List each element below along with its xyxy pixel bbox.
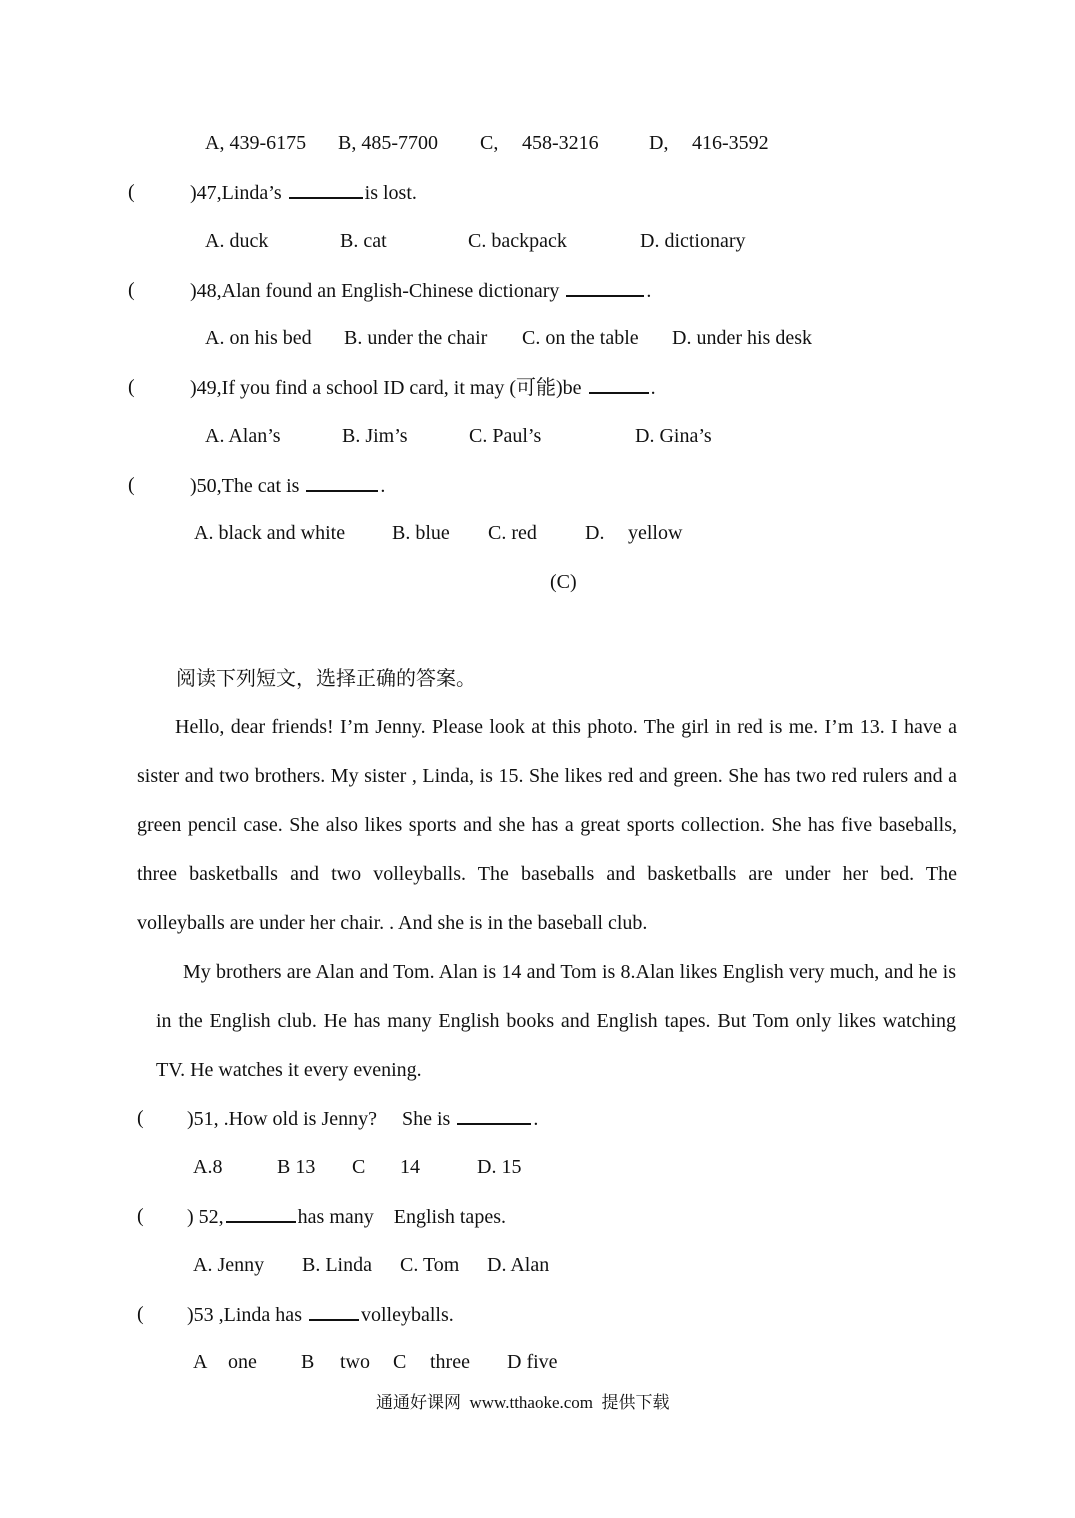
answer-blank[interactable] <box>306 472 378 492</box>
answer-blank[interactable] <box>309 1301 359 1321</box>
q46-option-c-value: 458-3216 <box>522 132 599 154</box>
answer-paren: ( <box>137 1205 144 1227</box>
option-b: B. blue <box>392 522 450 544</box>
option-d: D. dictionary <box>640 230 746 252</box>
section-heading: (C) <box>550 571 577 593</box>
option-a: A. Alan’s <box>205 425 281 447</box>
passage-paragraph-2: My brothers are Alan and Tom. Alan is 14 and Tom is 8.Alan likes English very much, and he is in the English club. He has many English books and English tapes. But Tom only likes watching TV. He watches it every evening. <box>156 961 956 1081</box>
q46-option-d-letter: D, <box>649 132 669 154</box>
option-c-value: three <box>430 1351 470 1373</box>
option-a-value: one <box>228 1351 257 1373</box>
answer-paren: ( <box>128 376 135 398</box>
option-a: A. on his bed <box>205 327 312 349</box>
option-c: C. red <box>488 522 537 544</box>
option-a: A.8 <box>193 1156 223 1178</box>
question-stem: ) 52, has many English tapes. <box>187 1203 506 1230</box>
option-c-value: 14 <box>400 1156 420 1178</box>
option-c-letter: C <box>393 1351 407 1373</box>
q46-option-b: B, 485-7700 <box>338 132 438 154</box>
question-stem: )47,Linda’s is lost. <box>190 179 417 206</box>
option-b: B. under the chair <box>344 327 488 349</box>
option-c: C. Paul’s <box>469 425 542 447</box>
answer-blank[interactable] <box>589 374 649 394</box>
q46-option-c-letter: C, <box>480 132 499 154</box>
option-b-letter: B <box>301 1351 315 1373</box>
option-d: D. 15 <box>477 1156 522 1178</box>
option-b: B. Linda <box>302 1254 372 1276</box>
option-b-value: two <box>340 1351 370 1373</box>
answer-paren: ( <box>137 1107 144 1129</box>
option-d: D. Alan <box>487 1254 550 1276</box>
option-b: B. Jim’s <box>342 425 408 447</box>
option-a: A. black and white <box>194 522 346 544</box>
question-stem: )50,The cat is . <box>190 472 385 499</box>
option-d: D. Gina’s <box>635 425 712 447</box>
option-c: C. backpack <box>468 230 567 252</box>
answer-paren: ( <box>128 474 135 496</box>
option-d: D five <box>507 1351 558 1373</box>
answer-paren: ( <box>137 1303 144 1325</box>
answer-paren: ( <box>128 181 135 203</box>
reading-instruction: 阅读下列短文，选择正确的答案。 <box>176 668 476 690</box>
option-a: A. duck <box>205 230 269 252</box>
option-b: B 13 <box>277 1156 316 1178</box>
option-c-letter: C <box>352 1156 366 1178</box>
option-d: D. under his desk <box>672 327 812 349</box>
passage-paragraph-1: Hello, dear friends! I’m Jenny. Please look at this photo. The girl in red is me. I’m 13. I have a sister and two brothers. My sister , Linda, is 15. She likes red and green. She has two red rulers and a green pencil case. She also likes sports and she has a great sports collection. She has five baseballs, three basketballs and two volleyballs. The baseballs and basketballs are under her bed. The volleyballs are under her chair. . And she is in the baseball club. <box>137 716 957 934</box>
option-d-letter: D. <box>585 522 605 544</box>
option-a: A. Jenny <box>193 1254 265 1276</box>
option-c: C. Tom <box>400 1254 460 1276</box>
question-stem: )51, .How old is Jenny? She is . <box>187 1105 538 1132</box>
q46-option-d-value: 416-3592 <box>692 132 769 154</box>
answer-blank[interactable] <box>566 277 644 297</box>
q46-option-a: A, 439-6175 <box>205 132 307 154</box>
question-stem: )48,Alan found an English-Chinese dictionary . <box>190 277 651 304</box>
option-c: C. on the table <box>522 327 639 349</box>
option-a-letter: A <box>193 1351 208 1373</box>
page-footer: 通通好课网 www.tthaoke.com 提供下载 <box>376 1393 670 1412</box>
question-stem: )49,If you find a school ID card, it may (可能)be . <box>190 374 656 401</box>
answer-paren: ( <box>128 279 135 301</box>
option-b: B. cat <box>340 230 387 252</box>
answer-blank[interactable] <box>457 1105 531 1125</box>
option-d-value: yellow <box>628 522 683 544</box>
question-stem: )53 ,Linda has volleyballs. <box>187 1301 454 1328</box>
answer-blank[interactable] <box>289 179 363 199</box>
answer-blank[interactable] <box>226 1203 296 1223</box>
